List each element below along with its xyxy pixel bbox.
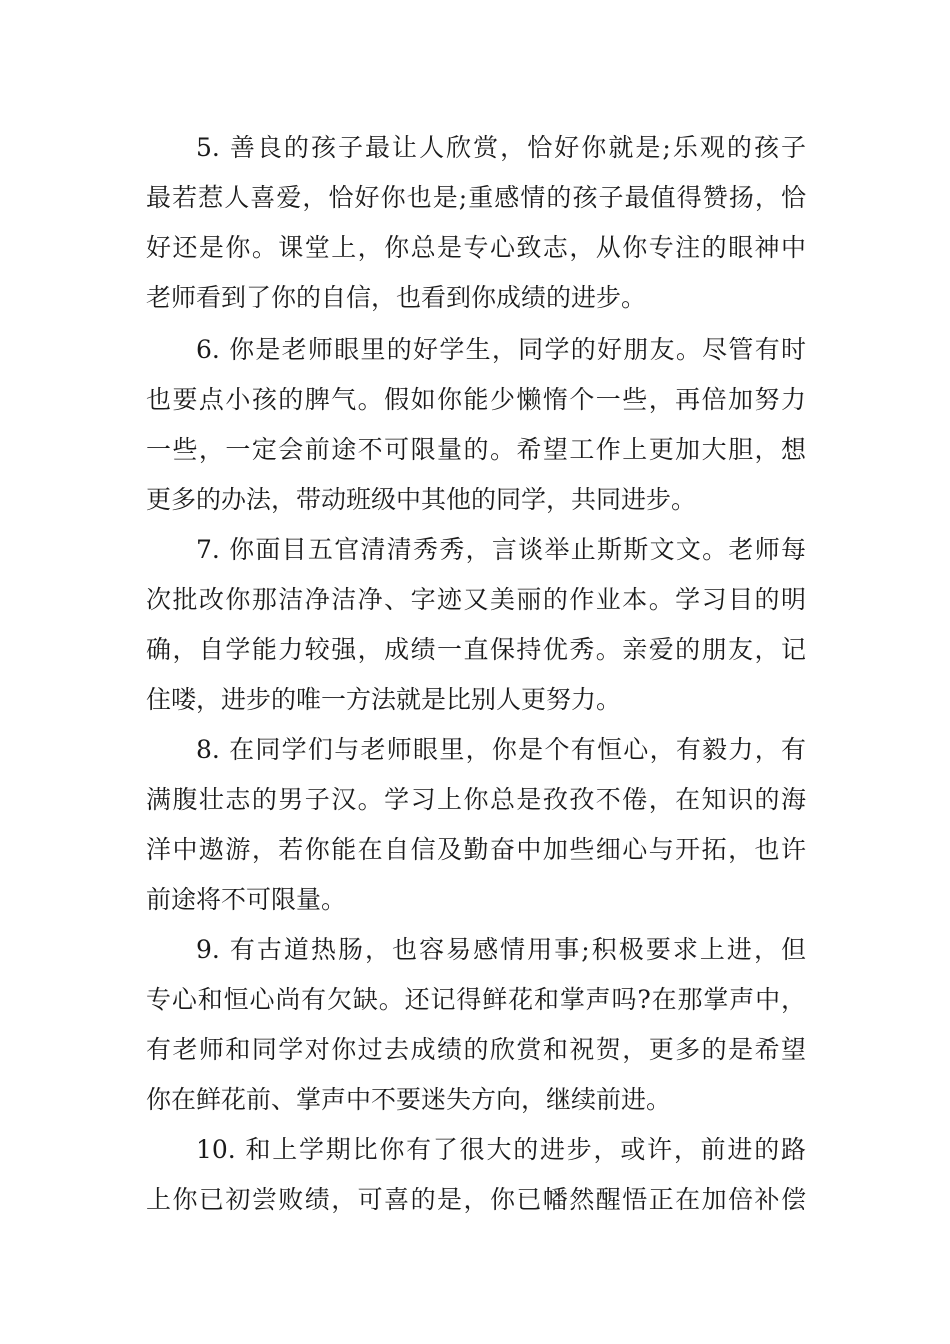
paragraph-line: 你在鲜花前、掌声中不要迷失方向，继续前进。	[146, 1085, 672, 1114]
paragraph-line: 住喽，进步的唯一方法就是比别人更努力。	[146, 685, 622, 714]
paragraph-line: 确，自学能力较强，成绩一直保持优秀。亲爱的朋友，记	[146, 635, 806, 664]
paragraph-line: 专心和恒心尚有欠缺。还记得鲜花和掌声吗?在那掌声中，	[146, 985, 806, 1014]
paragraph-line: 洋中遨游，若你能在自信及勤奋中加些细心与开拓，也许	[146, 835, 806, 864]
paragraph-line: 10. 和上学期比你有了很大的进步，或许，前进的路	[196, 1135, 806, 1164]
paragraph-line: 5. 善良的孩子最让人欣赏，恰好你就是;乐观的孩子	[196, 133, 806, 162]
paragraph-line: 前途将不可限量。	[146, 885, 347, 914]
paragraph-line: 好还是你。课堂上，你总是专心致志，从你专注的眼神中	[146, 233, 806, 262]
paragraph-line: 更多的办法，带动班级中其他的同学，共同进步。	[146, 485, 697, 514]
paragraph-line: 有老师和同学对你过去成绩的欣赏和祝贺，更多的是希望	[146, 1035, 806, 1064]
paragraph-line: 上你已初尝败绩，可喜的是，你已幡然醒悟正在加倍补偿	[146, 1185, 806, 1214]
paragraph-line: 老师看到了你的自信，也看到你成绩的进步。	[146, 283, 647, 312]
paragraph-line: 6. 你是老师眼里的好学生，同学的好朋友。尽管有时	[196, 335, 806, 364]
paragraph-line: 次批改你那洁净洁净、字迹又美丽的作业本。学习目的明	[146, 585, 806, 614]
paragraph-line: 一些，一定会前途不可限量的。希望工作上更加大胆，想	[146, 435, 806, 464]
paragraph-line: 最若惹人喜爱，恰好你也是;重感情的孩子最值得赞扬，恰	[146, 183, 806, 212]
paragraph-line: 也要点小孩的脾气。假如你能少懒惰个一些，再倍加努力	[146, 385, 806, 414]
paragraph-line: 8. 在同学们与老师眼里，你是个有恒心，有毅力，有	[196, 735, 806, 764]
paragraph-line: 7. 你面目五官清清秀秀，言谈举止斯斯文文。老师每	[196, 535, 806, 564]
paragraph-line: 满腹壮志的男子汉。学习上你总是孜孜不倦，在知识的海	[146, 785, 806, 814]
paragraph-line: 9. 有古道热肠，也容易感情用事;积极要求上进，但	[196, 935, 806, 964]
